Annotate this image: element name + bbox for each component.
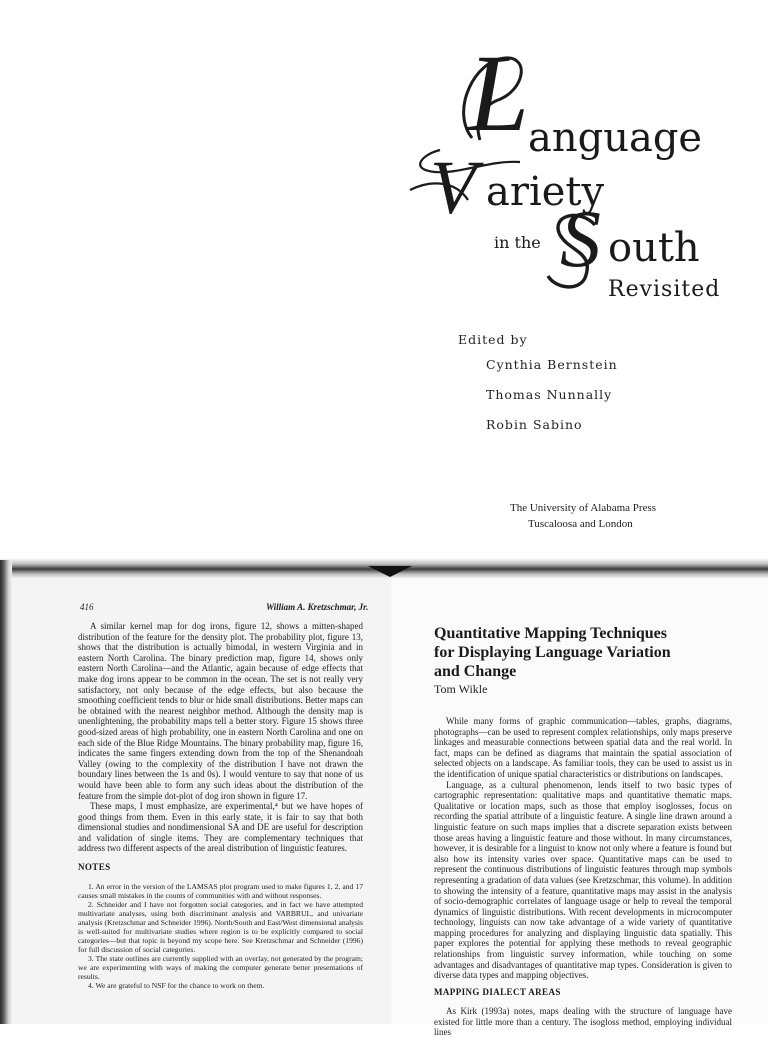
chapter-title: [434, 624, 754, 681]
title-cap-v: V: [430, 146, 477, 230]
edited-by-label: Edited by: [458, 332, 528, 347]
note-item: 1. An error in the version of the LAMSAS plot program used to make figures 1, 2, and 17 causes small mistakes in the counts of communities with and without responses.: [78, 882, 363, 900]
title-line-language: anguage: [528, 115, 703, 161]
chapter-author: Tom Wikle: [434, 682, 488, 696]
paragraph: These maps, I must emphasize, are experimental,⁴ but we have hopes of good things from them. Even in this early state, it is fair to say that both dimensional studies and nondimensional SA and DE are useful for description and validation of single items. They are complementary techniques that address two different aspects of the areal distribution of linguistic features.: [78, 801, 363, 854]
page-fold-mark: [368, 563, 412, 579]
editor-name: Robin Sabino: [486, 417, 583, 432]
note-item: 4. We are grateful to NSF for the chance to work on them.: [88, 981, 265, 990]
title-revisited: Revisited: [608, 277, 721, 302]
title-in-the: in the: [494, 233, 541, 252]
paragraph: Language, as a cultural phenomenon, lends itself to two basic types of cartographic representation: qualitative maps and quantitative thematic maps. Qualitative or location maps, such as those that employ isoglosses, focus on recording the spatial attribute of a linguistic feature. A single line drawn around a linguistic feature on such maps implies that a discrete separation exists between those areas having a linguistic feature and those without. In many circumstances, however, it is desirable for a linguist to know not only where a feature is found but also how its intensity varies over space. Quantitative maps can be used to represent the continuous distributions of linguistic features through map symbols representing a gradation of data values (see Kretzschmar, this volume). In addition to showing the intensity of a feature, quantitative maps may assist in the analysis of socio-demographic correlates of language usage or help to reveal the temporal dynamics of linguistic distributions. With recent developments in microcomputer technology, linguists can now take advantage of a wide variety of quantitative mapping procedures for analyzing and displaying linguistic data spatially. This paper explores the potential for applying these methods to reveal geographic relationships from linguistic survey information, while touching on some advantages and disadvantages of quantitative map types. Consideration is given to diverse data types and mapping objectives.: [434, 779, 732, 981]
chapter-title-line: Quantitative Mapping Techniques: [434, 625, 667, 642]
paragraph: A similar kernel map for dog irons, figure 12, shows a mitten-shaped distribution of the feature for the density plot. The probability plot, figure 13, shows that the distribution is actually bimodal, in western Virginia and in eastern North Carolina. The binary prediction map, figure 14, shows only eastern North Carolina—and the Atlantic, again because of edge effects that make dog irons appear to be common in the ocean. The set is not really very satisfactory, not only because of the edge effects, but also because the smoothing coefficient tends to blur or hide small distributions. Better maps can be obtained with the nearest neighbor method. Although the density map is unenlightening, the probability maps tell a better story. Figure 15 shows three good-sized areas of high probability, one in eastern North Carolina and one on each side of the Blue Ridge Mountains. The binary probability map, figure 16, indicates the same fingers extending down from the top of the Shenandoah Valley (owing to the complexity of the distribution I have not drawn the boundary lines between the 1s and 0s). I would venture to say that none of us would have been able to form any such ideas about the distribution of the feature from the simple dot-plot of dog iron shown in figure 17.: [78, 621, 363, 801]
paragraph: While many forms of graphic communication—tables, graphs, diagrams, photographs—can be used to represent complex relationships, only maps preserve linkages and measurable connections between spatial data and the real world. In fact, maps can be defined as diagrams that maintain the spatial association of selected objects on a landscape. As familiar tools, they can be used to assist us in the identification of unique spatial characteristics or distributions on landscapes.: [434, 716, 732, 779]
editor-name: Cynthia Bernstein: [486, 357, 618, 372]
right-page: [392, 578, 768, 1038]
title-line-variety: ariety: [486, 169, 605, 215]
binding-edge-shadow: [0, 560, 12, 1024]
paragraph: As Kirk (1993a) notes, maps dealing with the structure of language have existed for little more than a century. The isogloss method, employing individual lines: [434, 1006, 732, 1038]
note-item: 2. Schneider and I have not forgotten social categories, and in fact we have attempted multivariate analyses, using both discriminant analysis and VARBRUL, and univariate analysis (Kretzschmar and Schneider 1996). North/South and East/West dimensional analysis is well-suited for multivariate studies where region is to be explicitly compared to social categories—but that topic is beyond my scope here. See Kretzschmar and Schneider (1996) for full discussion of social categories.: [78, 900, 363, 954]
running-head: William A. Kretzschmar, Jr.: [266, 602, 369, 612]
chapter-title-line: and Change: [434, 663, 517, 680]
title-cap-s: S: [560, 193, 601, 284]
publisher-location: Tuscaloosa and London: [528, 518, 633, 530]
note-item: 3. The state outlines are currently supplied with an overlay, not generated by the program; we are experimenting with ways of making the computer generate better presentations of results.: [78, 954, 363, 981]
right-body-text: [434, 716, 732, 981]
section-body-text: [434, 1006, 732, 1038]
title-line-south: outh: [608, 225, 700, 271]
left-page: [12, 578, 390, 1024]
editor-name: Thomas Nunnally: [486, 387, 613, 402]
chapter-title-line: for Displaying Language Variation: [434, 644, 671, 661]
notes-heading: NOTES: [78, 862, 111, 872]
left-body-text: [78, 621, 363, 854]
title-cap-l: L: [468, 32, 530, 154]
notes-list: [78, 882, 363, 990]
publisher-name: The University of Alabama Press: [510, 502, 657, 514]
page-number: 416: [80, 602, 94, 612]
section-heading: MAPPING DIALECT AREAS: [434, 987, 561, 997]
